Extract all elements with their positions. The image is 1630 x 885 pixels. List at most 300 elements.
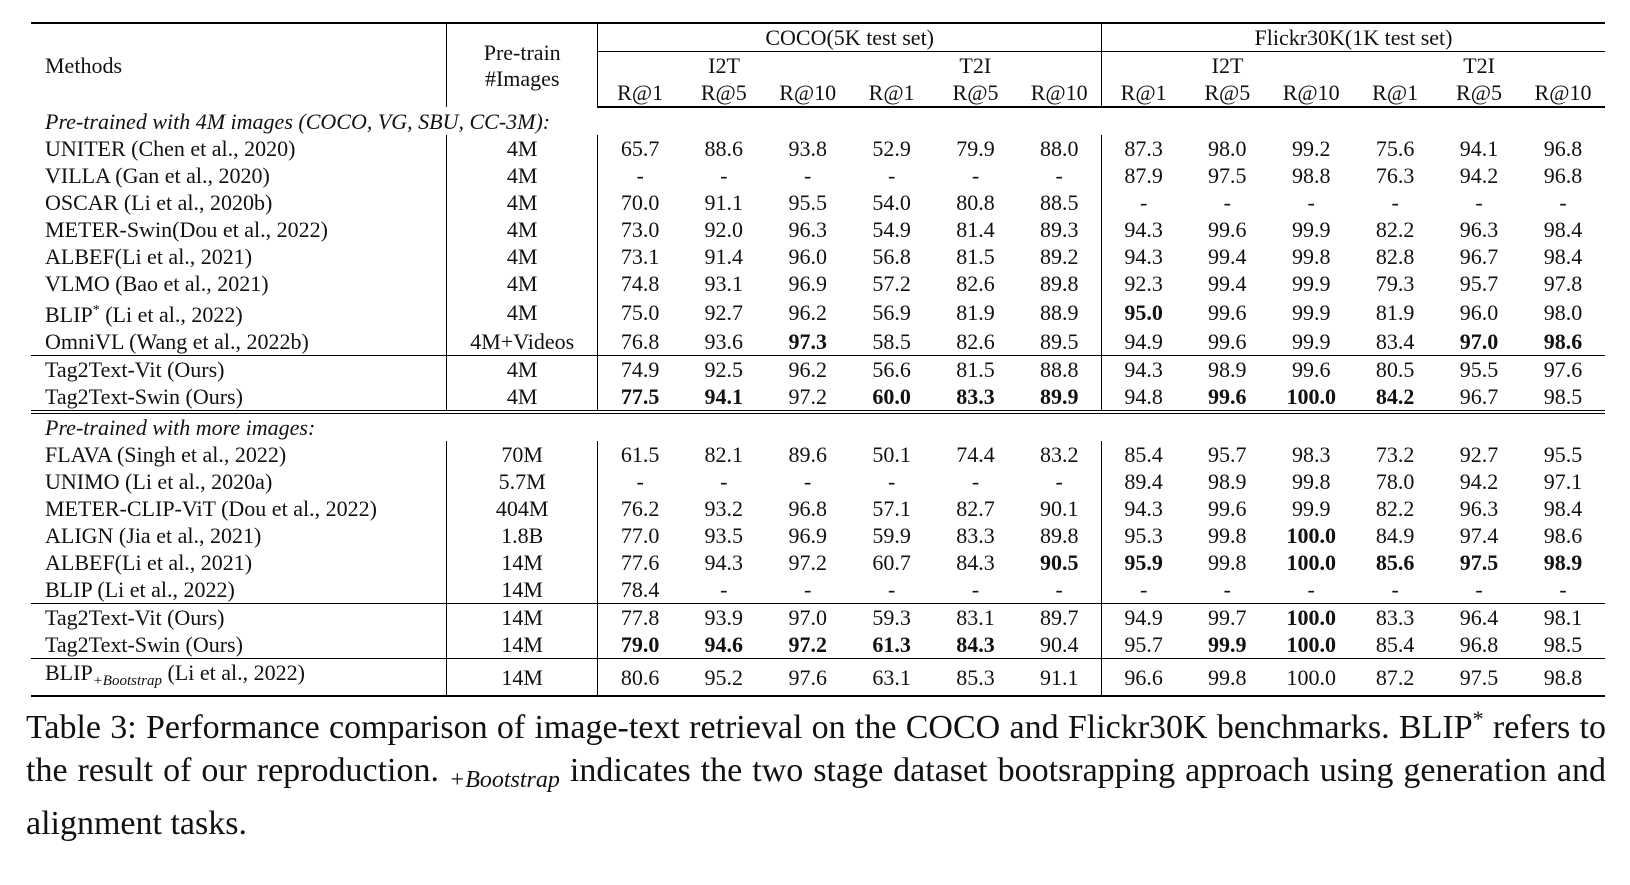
value-cell: 99.9 (1291, 271, 1331, 296)
value-cell: - (1055, 163, 1063, 188)
value-cell: 96.0 (788, 244, 827, 269)
pretrain-cell: 1.8B (446, 522, 597, 549)
value-cell: 83.2 (1039, 442, 1079, 467)
header-coco-i2t: I2T (598, 52, 850, 80)
pretrain-cell: 404M (446, 495, 597, 522)
value-cell: 96.3 (1459, 217, 1499, 242)
method-cell (31, 297, 446, 328)
value-cell: 79.0 (598, 631, 682, 659)
value-cell: 99.8 (1291, 244, 1331, 269)
value-cell: 63.1 (850, 659, 934, 697)
value-cell: 94.3 (1101, 243, 1185, 270)
method-name: Tag2Text-Vit (Ours) (45, 357, 225, 382)
value-cell: 89.5 (1039, 329, 1079, 354)
value-cell: - (1307, 190, 1315, 215)
value-cell: 94.6 (704, 632, 744, 657)
method-cell (31, 383, 446, 412)
value-cell: 94.1 (704, 384, 744, 409)
value-cell: 98.5 (1543, 632, 1583, 657)
method-name: ALBEF(Li et al., 2021) (45, 550, 253, 575)
value-cell: - (1055, 577, 1063, 602)
value-cell: 73.1 (598, 243, 682, 270)
value-cell: 96.7 (1459, 384, 1499, 409)
metric-header: R@5 (1185, 79, 1269, 107)
table-row (31, 356, 1605, 384)
value-cell: 65.7 (598, 135, 682, 162)
value-cell: 97.6 (766, 659, 850, 697)
value-cell: 92.5 (682, 356, 766, 384)
value-cell: 58.5 (872, 329, 911, 354)
value-cell: 99.6 (1208, 329, 1247, 354)
value-cell: 97.0 (1459, 329, 1499, 354)
value-cell: 90.4 (1039, 632, 1079, 657)
table-row (31, 604, 1605, 632)
value-cell: 96.0 (1459, 300, 1499, 325)
value-cell: 88.9 (1039, 300, 1079, 325)
value-cell: 91.4 (704, 244, 744, 269)
value-cell: 54.0 (872, 190, 911, 215)
metric-header: R@1 (850, 79, 934, 107)
value-cell: - (1475, 190, 1483, 215)
pretrain-cell: 4M (446, 216, 597, 243)
caption-part2: refers to the result of our reproduction. (26, 709, 1606, 789)
value-cell: 95.5 (1437, 356, 1521, 384)
method-cell (31, 189, 446, 216)
method-cell (31, 243, 446, 270)
pretrain-cell: 14M (446, 631, 597, 659)
value-cell: - (1391, 577, 1399, 602)
value-cell: 83.4 (1375, 329, 1415, 354)
value-cell: 99.6 (1208, 217, 1247, 242)
value-cell: 93.6 (704, 329, 744, 354)
value-cell: 77.0 (598, 522, 682, 549)
table-row (31, 549, 1605, 576)
pretrain-cell: 4M (446, 356, 597, 384)
value-cell: 97.6 (1521, 356, 1605, 384)
value-cell: 94.2 (1459, 163, 1499, 188)
value-cell: 100.0 (1286, 384, 1336, 409)
method-name: UNIMO (Li et al., 2020a) (45, 469, 273, 494)
method-name: FLAVA (Singh et al., 2022) (45, 442, 287, 467)
method-cell (31, 270, 446, 297)
value-cell: 91.1 (704, 190, 744, 215)
value-cell: 77.5 (598, 383, 682, 412)
method-name: UNITER (Chen et al., 2020) (45, 136, 296, 161)
value-cell: 99.7 (1185, 604, 1269, 632)
value-cell: 90.1 (1039, 496, 1079, 521)
value-cell: 74.4 (956, 442, 995, 467)
table-caption (26, 697, 1606, 845)
value-cell: 99.4 (1208, 271, 1247, 296)
method-citation: (Li et al., 2022) (161, 660, 305, 685)
value-cell: 99.8 (1208, 523, 1247, 548)
value-cell: 99.9 (1291, 300, 1331, 325)
value-cell: 95.5 (1543, 442, 1583, 467)
table-row (31, 468, 1605, 495)
value-cell: 93.2 (704, 496, 744, 521)
value-cell: 94.8 (1101, 383, 1185, 412)
value-cell: 98.8 (1521, 659, 1605, 697)
table-row (31, 243, 1605, 270)
metric-header: R@10 (1521, 79, 1605, 107)
pretrain-cell: 14M (446, 549, 597, 576)
table-row (31, 522, 1605, 549)
value-cell: 83.3 (956, 523, 995, 548)
value-cell: 98.0 (1208, 136, 1247, 161)
metric-header: R@10 (1269, 79, 1353, 107)
value-cell: 83.3 (1353, 604, 1437, 632)
value-cell: 59.9 (872, 523, 911, 548)
value-cell: - (720, 163, 728, 188)
table-header (31, 23, 1605, 107)
value-cell: 100.0 (1269, 659, 1353, 697)
method-name: BLIP (45, 660, 93, 685)
metric-header: R@1 (598, 79, 682, 107)
value-cell: 96.9 (788, 523, 827, 548)
value-cell: 76.3 (1375, 163, 1415, 188)
table-row (31, 383, 1605, 412)
method-cell (31, 495, 446, 522)
value-cell: 81.5 (956, 244, 995, 269)
table-row (31, 328, 1605, 356)
method-cell (31, 135, 446, 162)
table-row (31, 216, 1605, 243)
method-name: ALIGN (Jia et al., 2021) (45, 523, 262, 548)
value-cell: 82.2 (1375, 496, 1415, 521)
value-cell: - (1223, 190, 1231, 215)
value-cell: 61.3 (872, 632, 911, 657)
method-citation: (Li et al., 2022) (99, 302, 243, 327)
value-cell: 92.0 (704, 217, 744, 242)
value-cell: 74.9 (598, 356, 682, 384)
value-cell: 50.1 (872, 442, 911, 467)
value-cell: 96.4 (1437, 604, 1521, 632)
value-cell: 99.8 (1291, 469, 1331, 494)
value-cell: 98.6 (1543, 523, 1583, 548)
value-cell: 89.4 (1101, 468, 1185, 495)
value-cell: 100.0 (1286, 632, 1336, 657)
value-cell: - (971, 163, 980, 188)
value-cell: 80.8 (956, 190, 995, 215)
value-cell: - (971, 469, 980, 494)
value-cell: 76.8 (598, 328, 682, 356)
method-name: BLIP (Li et al., 2022) (45, 577, 235, 602)
header-methods: Methods (31, 23, 446, 107)
value-cell: 94.1 (1459, 136, 1499, 161)
value-cell: 97.0 (766, 604, 850, 632)
value-cell: 99.9 (1208, 632, 1247, 657)
value-cell: - (887, 469, 896, 494)
table-row (31, 631, 1605, 659)
method-cell (31, 659, 446, 697)
method-sup: * (92, 303, 100, 318)
method-cell (31, 549, 446, 576)
header-coco-t2i: T2I (959, 53, 992, 78)
pretrain-cell: 14M (446, 576, 597, 604)
value-cell: - (804, 163, 812, 188)
value-cell: 88.8 (1017, 356, 1101, 384)
caption-part1: Table 3: Performance comparison of image-text retrieval on the COCO and Flickr30K benchmarks. BLIP (26, 709, 1473, 746)
value-cell: 88.5 (1039, 190, 1079, 215)
value-cell: 56.8 (872, 244, 911, 269)
value-cell: 92.3 (1101, 270, 1185, 297)
value-cell: 81.9 (956, 300, 995, 325)
method-name: VILLA (Gan et al., 2020) (45, 163, 270, 188)
method-cell (31, 576, 446, 604)
table-row (31, 659, 1605, 697)
value-cell: 84.3 (956, 550, 995, 575)
pretrain-cell: 4M (446, 162, 597, 189)
value-cell: 98.8 (1291, 163, 1331, 188)
value-cell: 93.9 (682, 604, 766, 632)
value-cell: 96.6 (1101, 659, 1185, 697)
value-cell: 99.9 (1291, 329, 1331, 354)
value-cell: 59.3 (850, 604, 934, 632)
value-cell: 99.8 (1185, 659, 1269, 697)
value-cell: 82.6 (956, 329, 995, 354)
value-cell: 89.7 (1017, 604, 1101, 632)
value-cell: 78.0 (1375, 469, 1415, 494)
caption-sup: * (1472, 706, 1484, 731)
value-cell: 79.3 (1375, 271, 1415, 296)
value-cell: 93.1 (704, 271, 744, 296)
value-cell: 96.8 (1543, 163, 1583, 188)
method-name: Tag2Text-Swin (Ours) (45, 632, 243, 657)
value-cell: - (1475, 577, 1483, 602)
value-cell: 94.2 (1459, 469, 1499, 494)
value-cell: 89.8 (1039, 271, 1079, 296)
value-cell: 92.7 (1459, 442, 1499, 467)
section-title: Pre-trained with more images: (31, 412, 1605, 441)
value-cell: 95.7 (1459, 271, 1499, 296)
value-cell: 97.5 (1208, 163, 1247, 188)
value-cell: 79.9 (956, 136, 995, 161)
value-cell: - (1101, 189, 1185, 216)
value-cell: 99.9 (1291, 217, 1331, 242)
method-cell (31, 216, 446, 243)
value-cell: 94.9 (1101, 328, 1185, 356)
pretrain-cell: 5.7M (446, 468, 597, 495)
value-cell: 60.0 (872, 384, 911, 409)
value-cell: - (1055, 469, 1063, 494)
header-flickr-t2i: T2I (1463, 53, 1495, 78)
method-name: METER-CLIP-ViT (Dou et al., 2022) (45, 496, 377, 521)
pretrain-cell: 4M (446, 189, 597, 216)
value-cell: 98.4 (1543, 217, 1583, 242)
caption-sub: +Bootstrap (449, 767, 560, 793)
method-cell (31, 522, 446, 549)
pretrain-cell: 14M (446, 659, 597, 697)
value-cell: - (1307, 577, 1315, 602)
method-cell (31, 441, 446, 468)
value-cell: 96.8 (788, 496, 827, 521)
value-cell: 57.2 (872, 271, 911, 296)
method-cell (31, 162, 446, 189)
value-cell: 92.7 (704, 300, 744, 325)
value-cell: 81.5 (934, 356, 1018, 384)
method-name: Tag2Text-Vit (Ours) (45, 605, 225, 630)
pretrain-cell: 4M (446, 270, 597, 297)
value-cell: 61.5 (598, 441, 682, 468)
value-cell: 99.6 (1208, 384, 1247, 409)
pretrain-cell: 4M (446, 297, 597, 328)
value-cell: 99.2 (1291, 136, 1331, 161)
value-cell: 95.3 (1101, 522, 1185, 549)
value-cell: 99.8 (1208, 550, 1247, 575)
metric-header: R@10 (1017, 79, 1101, 107)
value-cell: 90.5 (1039, 550, 1079, 575)
value-cell: 97.5 (1437, 659, 1521, 697)
value-cell: 56.9 (872, 300, 911, 325)
value-cell: 77.6 (598, 549, 682, 576)
pretrain-cell: 4M (446, 135, 597, 162)
value-cell: 74.8 (598, 270, 682, 297)
table-row (31, 495, 1605, 522)
table-row (31, 297, 1605, 328)
caption-part3: indicates the two stage dataset bootsrapping approach using generation and alignment tasks. (26, 752, 1607, 842)
pretrain-cell: 4M (446, 243, 597, 270)
method-name: OSCAR (Li et al., 2020b) (45, 190, 273, 215)
value-cell: 97.2 (788, 550, 827, 575)
value-cell: 76.2 (598, 495, 682, 522)
value-cell: 89.9 (1039, 384, 1079, 409)
value-cell: 87.3 (1101, 135, 1185, 162)
value-cell: 89.2 (1039, 244, 1079, 269)
value-cell: 85.3 (934, 659, 1018, 697)
value-cell: 98.9 (1543, 550, 1583, 575)
value-cell: 88.0 (1039, 136, 1079, 161)
value-cell: 94.3 (1101, 495, 1185, 522)
value-cell: - (804, 577, 812, 602)
method-name: METER-Swin(Dou et al., 2022) (45, 217, 328, 242)
method-name: ALBEF(Li et al., 2021) (45, 244, 253, 269)
table-row (31, 576, 1605, 604)
value-cell: 73.2 (1375, 442, 1415, 467)
value-cell: 94.9 (1101, 604, 1185, 632)
method-name: OmniVL (Wang et al., 2022b) (45, 329, 309, 354)
value-cell: 89.3 (1039, 217, 1079, 242)
value-cell: 96.2 (766, 356, 850, 384)
value-cell: 96.3 (1459, 496, 1499, 521)
value-cell: - (887, 577, 896, 602)
value-cell: 98.0 (1543, 300, 1583, 325)
value-cell: 97.3 (788, 329, 827, 354)
table-row (31, 441, 1605, 468)
value-cell: 98.9 (1185, 356, 1269, 384)
value-cell: 96.8 (1543, 136, 1583, 161)
value-cell: 96.3 (788, 217, 827, 242)
value-cell: 87.9 (1101, 162, 1185, 189)
table-row (31, 135, 1605, 162)
value-cell: 78.4 (598, 576, 682, 604)
method-name: Tag2Text-Swin (Ours) (45, 384, 243, 409)
table-row (31, 270, 1605, 297)
header-pretrain-line2: #Images (484, 65, 560, 91)
pretrain-cell: 4M+Videos (446, 328, 597, 356)
value-cell: - (1101, 576, 1185, 604)
value-cell: 94.3 (1101, 216, 1185, 243)
value-cell: 83.1 (934, 604, 1018, 632)
value-cell: 84.9 (1375, 523, 1415, 548)
value-cell: 96.8 (1459, 632, 1499, 657)
value-cell: 97.2 (788, 384, 827, 409)
value-cell: 98.4 (1543, 496, 1583, 521)
value-cell: 82.2 (1375, 217, 1415, 242)
method-cell (31, 604, 446, 632)
value-cell: 95.2 (682, 659, 766, 697)
table-body (31, 107, 1605, 696)
value-cell: 93.8 (788, 136, 827, 161)
value-cell: 82.7 (956, 496, 995, 521)
pretrain-cell: 4M (446, 383, 597, 412)
value-cell: 94.3 (704, 550, 744, 575)
header-flickr: Flickr30K(1K test set) (1101, 23, 1605, 52)
section-title: Pre-trained with 4M images (COCO, VG, SBU, CC-3M): (45, 109, 551, 134)
value-cell: 82.8 (1375, 244, 1415, 269)
value-cell: 81.9 (1375, 300, 1415, 325)
value-cell: 80.5 (1353, 356, 1437, 384)
metric-header: R@5 (934, 79, 1018, 107)
value-cell: - (804, 469, 812, 494)
value-cell: 99.6 (1208, 496, 1247, 521)
value-cell: 91.1 (1017, 659, 1101, 697)
table-row (31, 189, 1605, 216)
value-cell: 89.8 (1039, 523, 1079, 548)
value-cell: 80.6 (598, 659, 682, 697)
results-table (31, 22, 1605, 697)
method-sub: +Bootstrap (92, 673, 162, 689)
value-cell: 98.9 (1208, 469, 1247, 494)
value-cell: 100.0 (1286, 523, 1336, 548)
value-cell: 56.6 (850, 356, 934, 384)
value-cell: 96.2 (788, 300, 827, 325)
method-name: BLIP (45, 302, 93, 327)
value-cell: - (720, 577, 728, 602)
pretrain-cell: 14M (446, 604, 597, 632)
value-cell: 83.3 (956, 384, 995, 409)
value-cell: 57.1 (872, 496, 911, 521)
value-cell: 97.1 (1543, 469, 1583, 494)
value-cell: - (598, 162, 682, 189)
method-name: VLMO (Bao et al., 2021) (45, 271, 269, 296)
value-cell: 99.6 (1269, 356, 1353, 384)
metric-header: R@10 (766, 79, 850, 107)
value-cell: 93.5 (704, 523, 744, 548)
method-cell (31, 631, 446, 659)
metric-header: R@1 (1101, 79, 1185, 107)
metric-header: R@1 (1353, 79, 1437, 107)
value-cell: 95.7 (1208, 442, 1247, 467)
value-cell: 84.2 (1375, 384, 1415, 409)
value-cell: - (887, 163, 896, 188)
value-cell: 95.0 (1101, 297, 1185, 328)
value-cell: 82.6 (956, 271, 995, 296)
value-cell: 52.9 (872, 136, 911, 161)
pretrain-cell: 70M (446, 441, 597, 468)
value-cell: 98.5 (1543, 384, 1583, 409)
value-cell: - (1559, 577, 1567, 602)
value-cell: 98.6 (1543, 329, 1583, 354)
header-flickr-i2t: I2T (1101, 52, 1353, 80)
value-cell: 85.4 (1375, 632, 1415, 657)
value-cell: 97.2 (788, 632, 827, 657)
value-cell: 95.5 (788, 190, 827, 215)
value-cell: - (1223, 577, 1231, 602)
value-cell: 75.0 (598, 297, 682, 328)
value-cell: 85.4 (1101, 441, 1185, 468)
value-cell: - (598, 468, 682, 495)
header-pretrain (446, 23, 597, 107)
